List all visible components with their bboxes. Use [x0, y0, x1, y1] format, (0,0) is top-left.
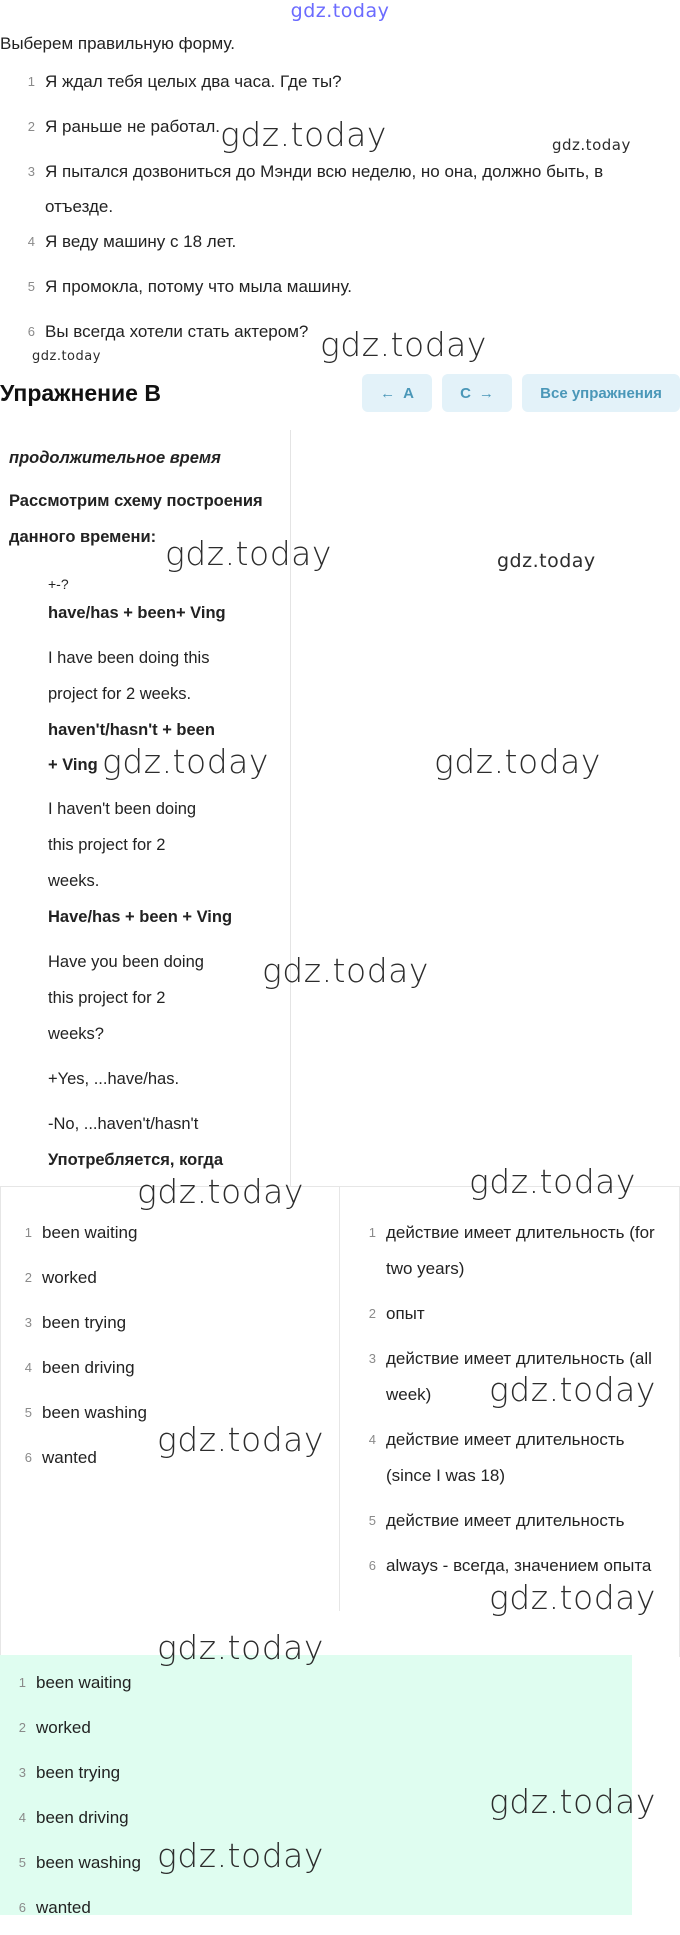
- list-item: [0, 224, 660, 269]
- ru-sentence-list: [0, 64, 660, 359]
- item-number: 4: [27, 234, 35, 249]
- watermark: gdz.today: [157, 1420, 324, 1459]
- watermark: gdz.today: [157, 1628, 324, 1667]
- watermark: gdz.today: [489, 1578, 656, 1617]
- example-line: this project for 2: [48, 836, 166, 854]
- item-text: действие имеет длительность (since I was 18): [386, 1430, 625, 1485]
- item-text: Я ждал тебя целых два часа. Где ты?: [45, 72, 342, 91]
- list-item: [0, 1890, 600, 1935]
- list-item: [348, 1215, 668, 1296]
- list-item: [0, 64, 660, 109]
- item-number: 3: [368, 1351, 376, 1366]
- list-item: [0, 1305, 330, 1350]
- intro-text: Выберем правильную форму.: [0, 34, 235, 53]
- item-number: 4: [368, 1432, 376, 1447]
- item-number: 5: [24, 1405, 32, 1420]
- item-text: wanted: [36, 1898, 91, 1917]
- top-watermark: gdz.today: [290, 0, 390, 22]
- watermark: gdz.today: [102, 742, 269, 781]
- watermark: gdz.today: [552, 136, 631, 154]
- watermark: gdz.today: [320, 325, 487, 364]
- item-text: been trying: [36, 1763, 121, 1782]
- list-item: [0, 269, 660, 314]
- item-text: always - всегда, значением опыта: [386, 1556, 652, 1575]
- list-item: [0, 154, 660, 224]
- watermark: gdz.today: [497, 550, 596, 572]
- scheme-line: Рассмотрим схему построения: [9, 492, 263, 510]
- list-item: [0, 1350, 330, 1395]
- example-line: Have you been doing: [48, 953, 204, 971]
- list-item: [348, 1296, 668, 1341]
- item-text: Я пытался дозвониться до Мэнди всю неделю, но она, должно быть, в отъезде.: [45, 162, 604, 216]
- example-line: weeks.: [48, 872, 100, 890]
- list-item: [0, 1710, 600, 1755]
- example-line: I haven't been doing: [48, 800, 197, 818]
- column-divider: [339, 1186, 340, 1611]
- item-number: 6: [18, 1900, 26, 1915]
- item-text: действие имеет длительность (for two years): [386, 1223, 655, 1278]
- positive-formula: have/has + been+ Ving: [48, 604, 226, 622]
- all-exercises-label: Все упражнения: [540, 384, 662, 402]
- item-text: Я веду машину с 18 лет.: [45, 232, 237, 251]
- item-text: been waiting: [36, 1673, 132, 1692]
- item-number: 3: [24, 1315, 32, 1330]
- list-item: [0, 1665, 600, 1710]
- arrow-left-icon: ←: [380, 384, 396, 402]
- list-item: [0, 1260, 330, 1305]
- usage-label: Употребляется, когда: [48, 1151, 224, 1169]
- item-number: 2: [27, 119, 35, 134]
- no-answer: -No, ...haven't/hasn't: [48, 1115, 199, 1133]
- watermark: gdz.today: [220, 115, 387, 154]
- item-number: 2: [24, 1270, 32, 1285]
- item-number: 5: [18, 1855, 26, 1870]
- next-exercise-button[interactable]: [442, 374, 512, 412]
- item-number: 2: [368, 1306, 376, 1321]
- item-text: been washing: [36, 1853, 141, 1872]
- item-number: 2: [18, 1720, 26, 1735]
- item-number: 3: [27, 164, 35, 179]
- item-number: 3: [18, 1765, 26, 1780]
- example-line: I have been doing this: [48, 649, 210, 667]
- item-text: Я раньше не работал.: [45, 117, 220, 136]
- item-number: 5: [368, 1513, 376, 1528]
- item-number: 5: [27, 279, 35, 294]
- item-number: 1: [27, 74, 35, 89]
- exercise-title: Упражнение B: [0, 380, 161, 406]
- item-text: been driving: [42, 1358, 135, 1377]
- item-number: 4: [24, 1360, 32, 1375]
- scheme-line: данного времени:: [9, 528, 157, 546]
- item-number: 6: [27, 324, 35, 339]
- item-text: been trying: [42, 1313, 127, 1332]
- example-line: project for 2 weeks.: [48, 685, 192, 703]
- next-exercise-label: C: [460, 384, 471, 402]
- item-text: worked: [36, 1718, 91, 1737]
- exercise-header: [0, 368, 680, 416]
- item-text: действие имеет длительность: [386, 1511, 625, 1530]
- list-item: [0, 1215, 330, 1260]
- item-text: been waiting: [42, 1223, 138, 1242]
- theory-heading: продолжительное время: [9, 449, 221, 467]
- all-exercises-button[interactable]: [522, 374, 680, 412]
- item-text: been driving: [36, 1808, 129, 1827]
- watermark: gdz.today: [137, 1172, 304, 1211]
- item-text: been washing: [42, 1403, 147, 1422]
- example-line: weeks?: [48, 1025, 104, 1043]
- negative-formula: + Ving: [48, 756, 98, 774]
- item-text: wanted: [42, 1448, 97, 1467]
- question-formula: Have/has + been + Ving: [48, 908, 233, 926]
- yes-answer: +Yes, ...have/has.: [48, 1070, 180, 1088]
- list-item: [348, 1422, 668, 1503]
- item-number: 6: [24, 1450, 32, 1465]
- signs-text: +-?: [48, 576, 69, 592]
- item-number: 1: [24, 1225, 32, 1240]
- watermark: gdz.today: [165, 534, 332, 573]
- arrow-right-icon: →: [478, 384, 494, 402]
- item-text: worked: [42, 1268, 97, 1287]
- watermark: gdz.today: [157, 1836, 324, 1875]
- watermark: gdz.today: [489, 1370, 656, 1409]
- prev-exercise-label: A: [403, 384, 414, 402]
- item-text: Я промокла, потому что мыла машину.: [45, 277, 352, 296]
- answer-list-right: [348, 1215, 668, 1629]
- watermark: gdz.today: [489, 1782, 656, 1821]
- watermark: gdz.today: [469, 1162, 636, 1201]
- item-text: опыт: [386, 1304, 425, 1323]
- item-number: 6: [368, 1558, 376, 1573]
- example-line: this project for 2: [48, 989, 166, 1007]
- item-text: действие имеет длительность (all week): [386, 1349, 652, 1404]
- item-text: Вы всегда хотели стать актером?: [45, 322, 309, 341]
- list-item: [348, 1503, 668, 1548]
- prev-exercise-button[interactable]: [362, 374, 432, 412]
- item-number: 4: [18, 1810, 26, 1825]
- negative-formula: haven't/hasn't + been: [48, 721, 215, 739]
- watermark: gdz.today: [434, 742, 601, 781]
- item-number: 1: [18, 1675, 26, 1690]
- watermark: gdz.today: [262, 951, 429, 990]
- watermark: gdz.today: [32, 349, 101, 364]
- item-number: 1: [368, 1225, 376, 1240]
